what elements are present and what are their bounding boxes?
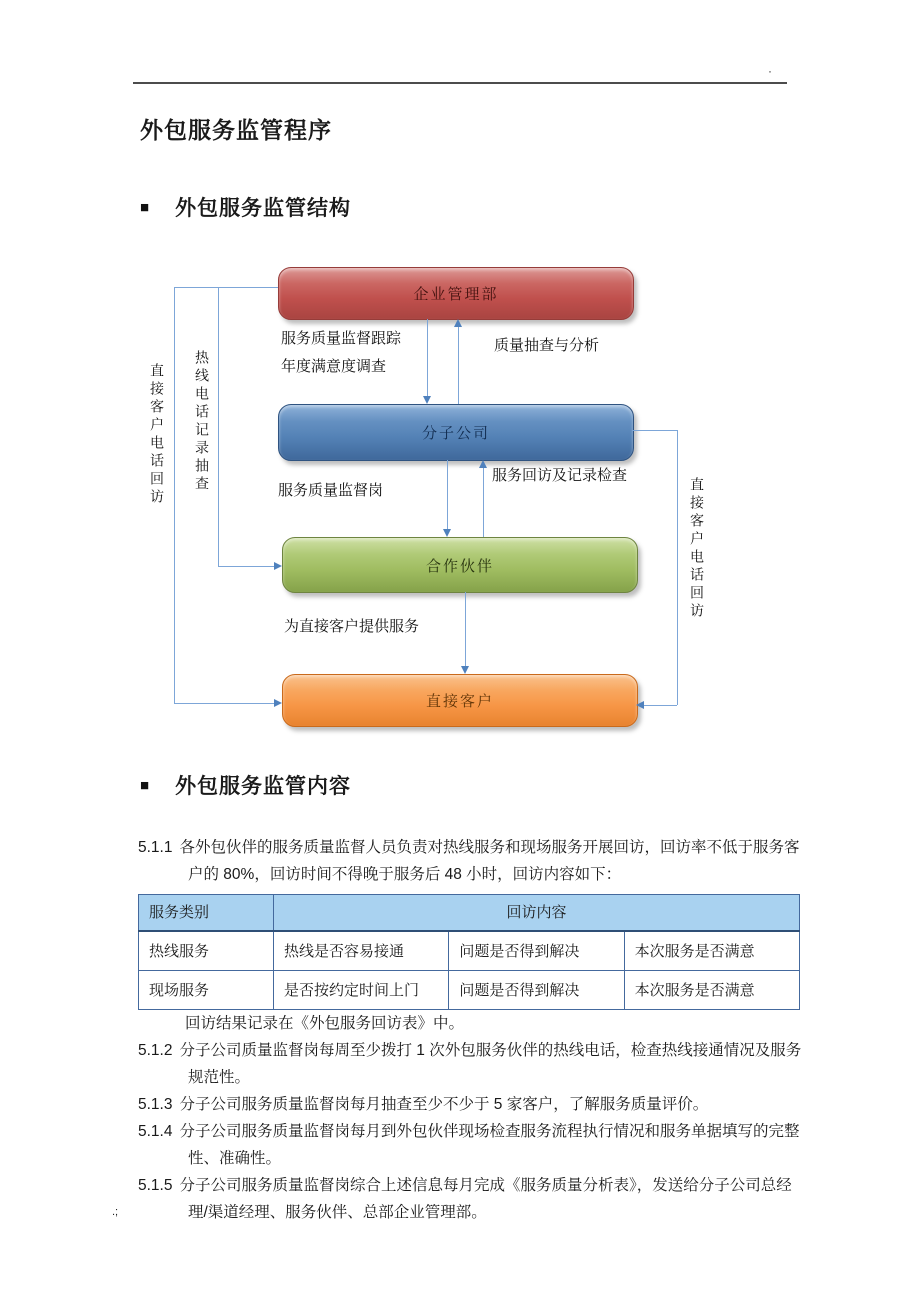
label-provide-service: 为直接客户提供服务 <box>284 618 420 635</box>
clause-number: 5.1.1 <box>138 839 173 856</box>
arrowhead-into-customer-top <box>461 666 469 674</box>
table-cell: 问题是否得到解决 <box>449 971 624 1010</box>
clause-5-1-1 <box>138 834 802 888</box>
arrowhead-into-mgmt-bottom <box>454 319 462 327</box>
connector-left-outer-vertical <box>174 287 175 703</box>
square-bullet-icon: ■ <box>140 198 150 216</box>
header-rule <box>133 82 787 84</box>
node-subsidiary-company: 分子公司 <box>278 404 634 461</box>
clause-5-1-3 <box>138 1091 802 1118</box>
label-service-review: 服务回访及记录检查 <box>492 467 628 484</box>
table-note: 回访结果记录在《外包服务回访表》中。 <box>185 1015 465 1032</box>
section-heading-structure <box>140 192 351 222</box>
footer-mark: .; <box>112 1206 119 1218</box>
section-heading-content <box>140 770 351 800</box>
label-satisfaction-survey: 年度满意度调查 <box>281 358 387 375</box>
table-cell: 本次服务是否满意 <box>624 971 799 1010</box>
connector-partner-down <box>465 592 466 666</box>
document-title: 外包服务监管程序 <box>140 117 332 143</box>
header-dot: · <box>768 64 772 78</box>
clause-5-1-2 <box>138 1037 802 1091</box>
table-row <box>139 971 800 1010</box>
clause-5-1-4 <box>138 1118 802 1172</box>
table-cell: 现场服务 <box>139 971 274 1010</box>
connector-left-outer-to-customer <box>174 703 274 704</box>
arrowhead-into-customer-right <box>636 701 644 709</box>
section1-title: 外包服务监管结构 <box>175 197 352 220</box>
table-cell: 热线是否容易接通 <box>274 931 449 971</box>
label-vertical-customer-callback-right: 直接客户电话回访 <box>689 477 705 621</box>
label-quality-sampling: 质量抽查与分析 <box>494 337 600 354</box>
clause-text: 分子公司服务质量监督岗综合上述信息每月完成《服务质量分析表》，发送给分子公司总经理/渠道经理、服务伙伴、总部企业管理部。 <box>179 1177 792 1221</box>
label-vertical-customer-callback-left: 直接客户电话回访 <box>149 363 165 507</box>
connector-right-vertical <box>677 430 678 705</box>
arrowhead-into-subsidiary-top <box>423 396 431 404</box>
content-block <box>138 834 802 1226</box>
clause-number: 5.1.4 <box>138 1123 173 1140</box>
connector-subsidiary-down <box>447 460 448 529</box>
connector-right-to-customer <box>644 705 677 706</box>
clause-text: 分子公司质量监督岗每周至少拨打 1 次外包服务伙伴的热线电话，检查热线接通情况及服务规范性。 <box>179 1042 802 1086</box>
label-quality-post: 服务质量监督岗 <box>278 482 384 499</box>
clause-number: 5.1.3 <box>138 1096 173 1113</box>
label-vertical-hotline-record-check: 热线电话记录抽查 <box>194 350 210 494</box>
arrowhead-into-partner-left <box>274 562 282 570</box>
label-quality-tracking: 服务质量监督跟踪 <box>281 330 402 347</box>
table-cell: 本次服务是否满意 <box>624 931 799 971</box>
table-header-review-content: 回访内容 <box>274 895 800 932</box>
section2-title: 外包服务监管内容 <box>175 775 352 798</box>
clause-number: 5.1.5 <box>138 1177 173 1194</box>
clause-text: 分子公司服务质量监督岗每月到外包伙伴现场检查服务流程执行情况和服务单据填写的完整性、准确性。 <box>179 1123 800 1167</box>
node-enterprise-management: 企业管理部 <box>278 267 634 320</box>
connector-left-inner-to-partner <box>218 566 274 567</box>
table-cell: 是否按约定时间上门 <box>274 971 449 1010</box>
table-cell: 热线服务 <box>139 931 274 971</box>
clause-number: 5.1.2 <box>138 1042 173 1059</box>
clause-text: 分子公司服务质量监督岗每月抽查至少不少于 5 家客户，了解服务质量评价。 <box>179 1096 709 1113</box>
clause-text: 各外包伙伴的服务质量监督人员负责对热线服务和现场服务开展回访，回访率不低于服务客户的 80%，回访时间不得晚于服务后 48 小时，回访内容如下： <box>179 839 800 883</box>
table-cell: 问题是否得到解决 <box>449 931 624 971</box>
arrowhead-into-partner-top <box>443 529 451 537</box>
node-partner: 合作伙伴 <box>282 537 638 593</box>
connector-left-top <box>174 287 278 288</box>
connector-right-top <box>632 430 677 431</box>
arrowhead-into-customer-left <box>274 699 282 707</box>
table-header-service-type: 服务类别 <box>139 895 274 932</box>
connector-left-inner-vertical <box>218 287 219 566</box>
review-content-table <box>138 894 800 1010</box>
arrowhead-into-subsidiary-bottom <box>479 460 487 468</box>
connector-partner-up <box>483 468 484 537</box>
table-row <box>139 931 800 971</box>
clause-5-1-5 <box>138 1172 802 1226</box>
node-direct-customer: 直接客户 <box>282 674 638 727</box>
connector-mgmt-down <box>427 319 428 397</box>
connector-subsidiary-up <box>458 327 459 404</box>
table-header-row <box>139 895 800 932</box>
square-bullet-icon: ■ <box>140 776 150 794</box>
